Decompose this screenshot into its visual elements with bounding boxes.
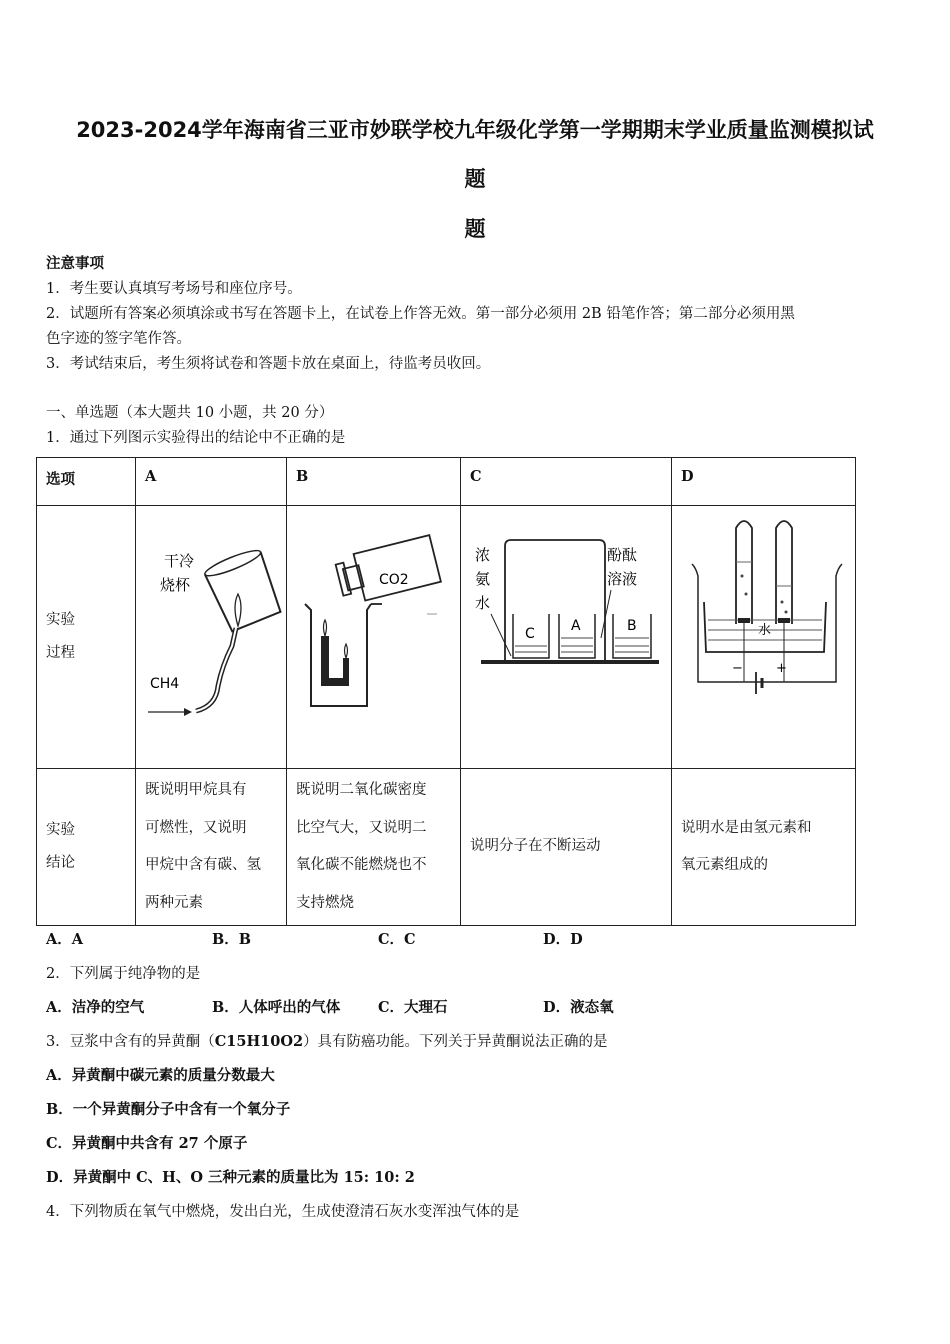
q1-table xyxy=(36,457,856,926)
header-c: C xyxy=(461,458,672,506)
notes-heading: 注意事项 xyxy=(46,255,104,272)
section-1-heading: 一、单选题（本大题共 10 小题，共 20 分） xyxy=(46,405,334,421)
label-ch4: CH4 xyxy=(150,676,180,692)
diagram-d-electrolysis xyxy=(672,506,855,764)
q3-option-d[interactable]: D．异黄酮中 C、H、O 三种元素的质量比为 15: 10: 2 xyxy=(46,1169,415,1186)
process-label: 实验 过程 xyxy=(37,506,136,769)
header-b: B xyxy=(287,458,461,506)
header-option: 选项 xyxy=(37,458,136,506)
conclusion-label: 实验 结论 xyxy=(37,769,136,926)
q2-option-c[interactable]: C．大理石 xyxy=(378,999,448,1016)
conclusion-a: 既说明甲烷具有 可燃性，又说明 甲烷中含有碳、氢 两种元素 xyxy=(136,769,287,926)
q3-option-b[interactable]: B．一个异黄酮分子中含有一个氧分子 xyxy=(46,1101,291,1118)
q2-option-b[interactable]: B．人体呼出的气体 xyxy=(212,999,341,1016)
q1-option-a[interactable]: A．A xyxy=(46,931,84,948)
label-beaker: 烧杯 xyxy=(160,576,191,594)
label-c-right-2: 溶液 xyxy=(607,570,638,588)
q2-stem: 2．下列属于纯净物的是 xyxy=(46,966,201,982)
q1-stem: 1．通过下列图示实验得出的结论中不正确的是 xyxy=(46,430,346,446)
q3-option-c[interactable]: C．异黄酮中共含有 27 个原子 xyxy=(46,1135,248,1152)
diagram-a-cell xyxy=(136,506,287,769)
q2-option-a[interactable]: A．洁净的空气 xyxy=(46,999,145,1016)
conclusion-d: 说明水是由氢元素和 氧元素组成的 xyxy=(672,769,856,926)
diagram-b-co2-pouring xyxy=(287,506,459,764)
label-cup-a: A xyxy=(571,618,581,634)
note-3: 3．考试结束后，考生须将试卷和答题卡放在桌面上，待监考员收回。 xyxy=(46,356,491,372)
diagram-b-cell xyxy=(287,506,461,769)
label-c-right-1: 酚酞 xyxy=(607,546,638,564)
conclusion-c: 说明分子在不断运动 xyxy=(461,769,672,926)
header-d: D xyxy=(672,458,856,506)
label-c-left-2: 氨 xyxy=(475,570,491,588)
diagram-c-ammonia-diffusion xyxy=(461,506,671,764)
q3-formula: C15H10O2 xyxy=(214,1033,304,1050)
q1-option-d[interactable]: D．D xyxy=(543,931,583,948)
diagram-d-cell xyxy=(672,506,856,769)
label-plus: + xyxy=(776,661,787,676)
label-water: 水 xyxy=(758,623,772,638)
title-line-2: 题 xyxy=(464,167,486,191)
label-cup-c: C xyxy=(525,626,535,642)
q1-option-c[interactable]: C．C xyxy=(378,931,416,948)
label-c-left-3: 水 xyxy=(475,594,491,612)
label-cup-b: B xyxy=(627,618,637,634)
q1-option-b[interactable]: B．B xyxy=(212,931,252,948)
diagram-c-cell xyxy=(461,506,672,769)
title-line-3: 题 xyxy=(464,217,486,241)
note-1: 1．考生要认真填写考场号和座位序号。 xyxy=(46,281,302,297)
conclusion-b: 既说明二氧化碳密度 比空气大，又说明二 氧化碳不能燃烧也不 支持燃烧 xyxy=(287,769,461,926)
q3-stem: 3．豆浆中含有的异黄酮（C15H10O2）具有防癌功能。下列关于异黄酮说法正确的是 xyxy=(46,1033,608,1050)
label-co2: CO2 xyxy=(379,572,409,588)
q3-option-a[interactable]: A．异黄酮中碳元素的质量分数最大 xyxy=(46,1067,275,1084)
header-a: A xyxy=(136,458,287,506)
label-minus: − xyxy=(732,661,743,676)
title-line-1: 2023-2024学年海南省三亚市妙联学校九年级化学第一学期期末学业质量监测模拟试 xyxy=(76,118,874,142)
note-2b: 色字迹的签字笔作答。 xyxy=(46,331,191,347)
note-2a: 2．试题所有答案必须填涂或书写在答题卡上，在试卷上作答无效。第一部分必须用 2B 铅笔作答；第二部分必须用黑 xyxy=(46,306,795,322)
q4-stem: 4．下列物质在氧气中燃烧，发出白光，生成使澄清石灰水变浑浊气体的是 xyxy=(46,1204,520,1220)
diagram-a-methane-burning xyxy=(136,506,284,764)
label-dry-cold: 干冷 xyxy=(164,552,195,570)
label-c-left-1: 浓 xyxy=(475,546,491,564)
q2-option-d[interactable]: D．液态氧 xyxy=(543,999,614,1016)
